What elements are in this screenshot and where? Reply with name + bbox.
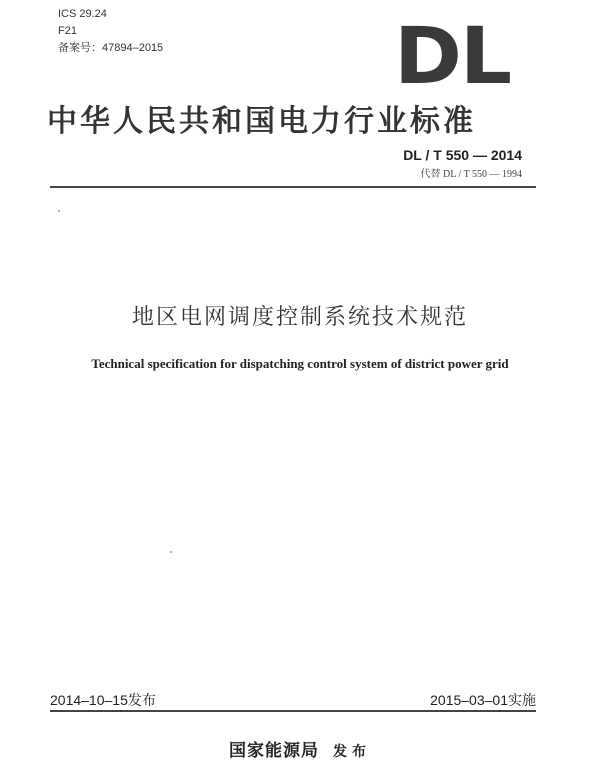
publisher-line bbox=[0, 736, 600, 761]
scan-speck bbox=[170, 551, 172, 553]
scan-speck bbox=[58, 210, 60, 212]
classification-block bbox=[58, 6, 163, 57]
document-title-chinese: 地区电网调度控制系统技术规范 bbox=[131, 305, 468, 330]
replaces-standard: 代替 DL / T 550 — 1994 bbox=[420, 169, 522, 180]
publisher-name: 国家能源局 bbox=[229, 741, 319, 761]
issue-date: 2014–10–15发布 bbox=[50, 692, 156, 708]
footer-divider bbox=[50, 710, 536, 712]
ccs-code: F21 bbox=[58, 25, 77, 37]
header-divider bbox=[50, 186, 536, 188]
publish-label: 发布 bbox=[333, 744, 371, 760]
standard-code: DL / T 550 — 2014 bbox=[403, 147, 522, 163]
filing-number: 备案号：47894–2015 bbox=[58, 42, 164, 54]
standard-category-title: 中华人民共和国电力行业标准 bbox=[47, 104, 476, 139]
dl-logo: DL bbox=[394, 12, 510, 102]
document-title-english: Technical specification for dispatching control system of district power grid bbox=[91, 356, 509, 371]
ics-code: ICS 29.24 bbox=[58, 8, 107, 20]
implementation-date: 2015–03–01实施 bbox=[430, 692, 536, 708]
